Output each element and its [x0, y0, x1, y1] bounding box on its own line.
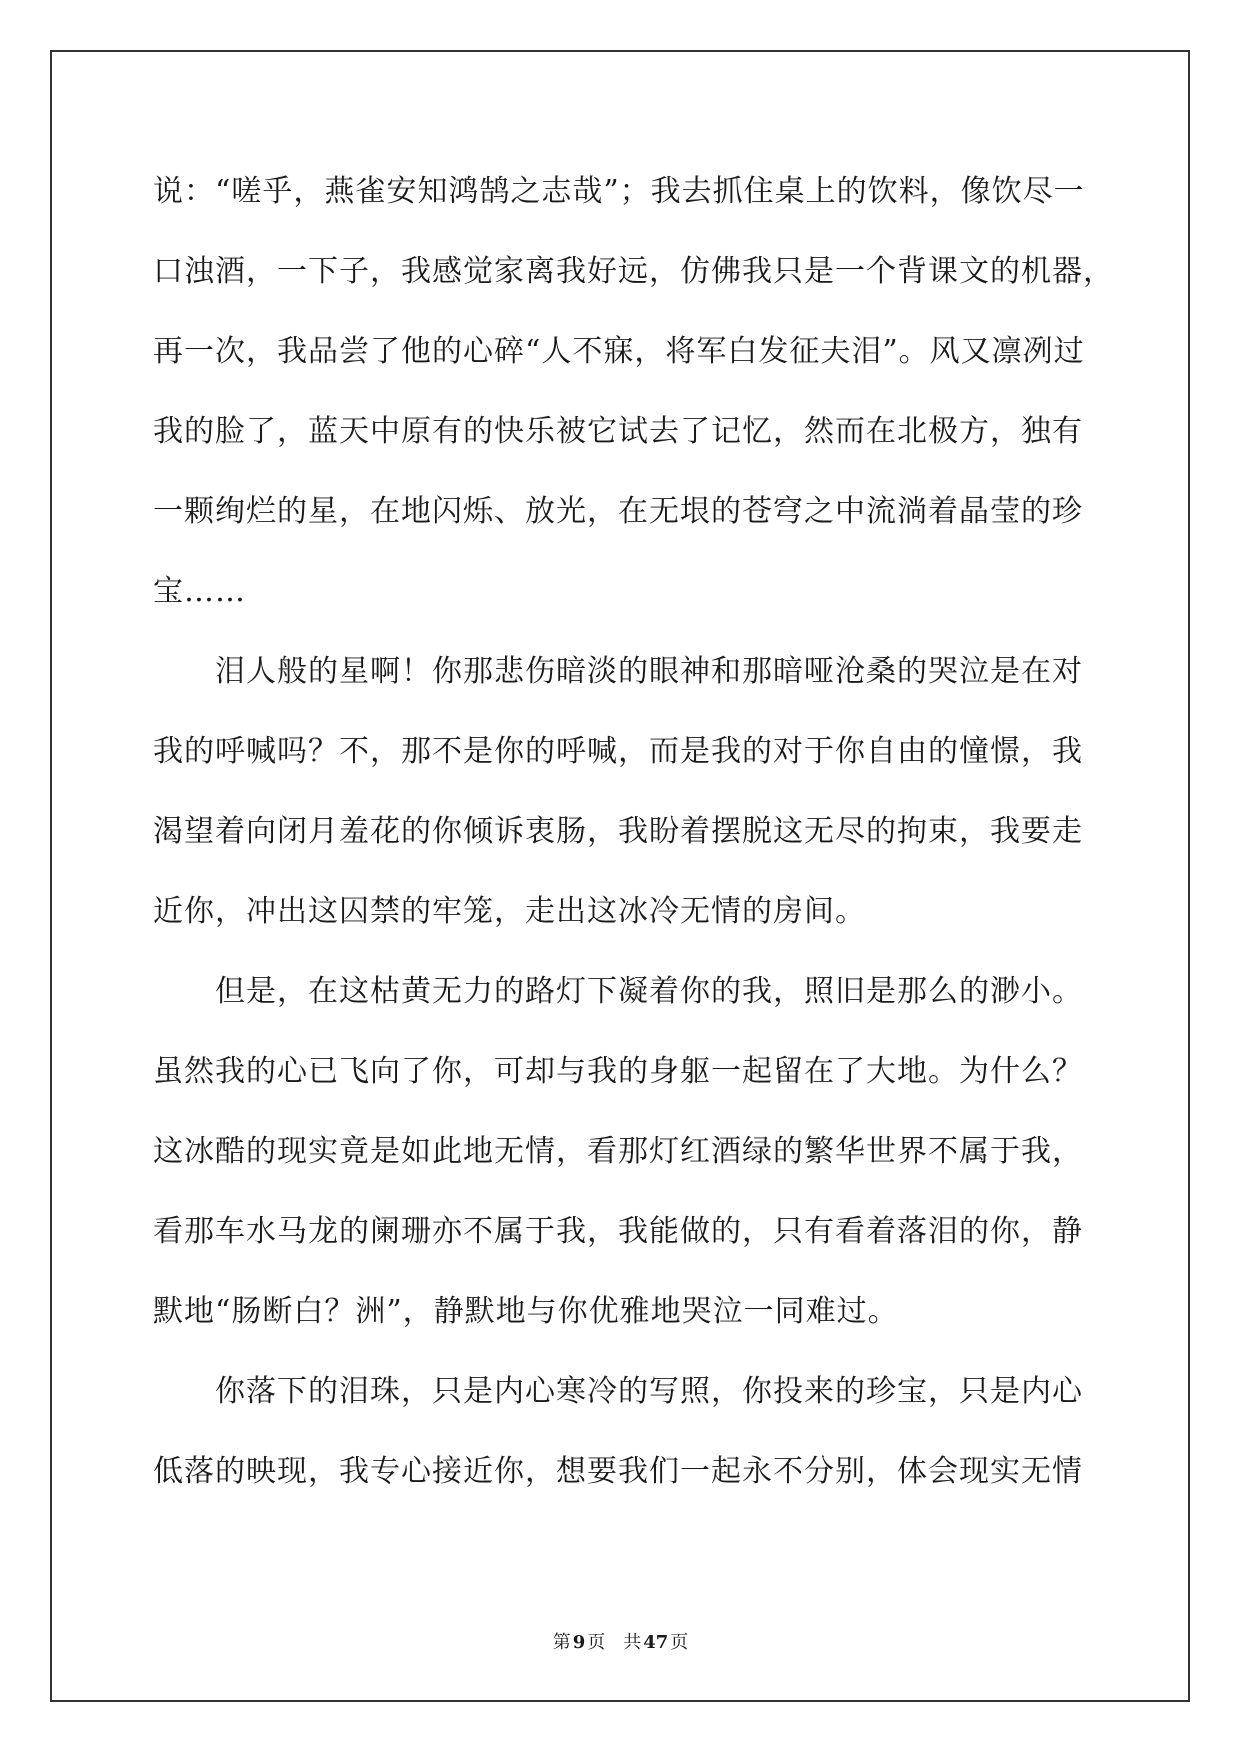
text-line: 默地“肠断白？洲”，静默地与你优雅地哭泣一同难过。	[153, 1294, 899, 1329]
text-line: 宝……	[153, 574, 246, 609]
text-line: 近你，冲出这囚禁的牢笼，走出这冰冷无情的房间。	[153, 894, 866, 929]
text-line: 虽然我的心已飞向了你，可却与我的身躯一起留在了大地。为什么？	[153, 1054, 1083, 1089]
text-line: 你落下的泪珠，只是内心寒冷的写照，你投来的珍宝，只是内心	[215, 1374, 1083, 1409]
text-line: 看那车水马龙的阑珊亦不属于我，我能做的，只有看着落泪的你，静	[153, 1214, 1083, 1249]
text-line: 低落的映现，我专心接近你，想要我们一起永不分别，体会现实无情	[153, 1454, 1083, 1489]
text-line: 再一次，我品尝了他的心碎“人不寐，将军白发征夫泪”。风又凛冽过	[153, 334, 1085, 369]
footer-page-suffix: 页	[587, 1632, 606, 1653]
text-line: 但是，在这枯黄无力的路灯下凝着你的我，照旧是那么的渺小。	[215, 974, 1083, 1009]
text-line: 说：“嗟乎，燕雀安知鸿鹄之志哉”；我去抓住桌上的饮料，像饮尽一	[153, 174, 1085, 209]
text-line: 我的呼喊吗？不，那不是你的呼喊，而是我的对于你自由的憧憬，我	[153, 734, 1083, 769]
text-line: 我的脸了，蓝天中原有的快乐被它试去了记忆，然而在北极方，独有	[153, 414, 1083, 449]
text-line: 渴望着向闭月羞花的你倾诉衷肠，我盼着摆脱这无尽的拘束，我要走	[153, 814, 1083, 849]
text-line: 泪人般的星啊！你那悲伤暗淡的眼神和那暗哑沧桑的哭泣是在对	[215, 654, 1083, 689]
page-footer	[0, 1628, 1241, 1654]
text-line: 口浊酒，一下子，我感觉家离我好远，仿佛我只是一个背课文的机器，	[153, 254, 1114, 289]
document-body	[153, 152, 1114, 1512]
footer-page-prefix: 第	[552, 1632, 571, 1653]
text-line: 一颗绚烂的星，在地闪烁、放光，在无垠的苍穹之中流淌着晶莹的珍	[153, 494, 1083, 529]
footer-total-prefix: 共	[623, 1632, 642, 1653]
footer-total-pages: 47	[643, 1632, 669, 1653]
text-line: 这冰酷的现实竟是如此地无情，看那灯红酒绿的繁华世界不属于我，	[153, 1134, 1083, 1169]
footer-total-suffix: 页	[670, 1632, 689, 1653]
footer-page-number: 9	[572, 1632, 586, 1653]
